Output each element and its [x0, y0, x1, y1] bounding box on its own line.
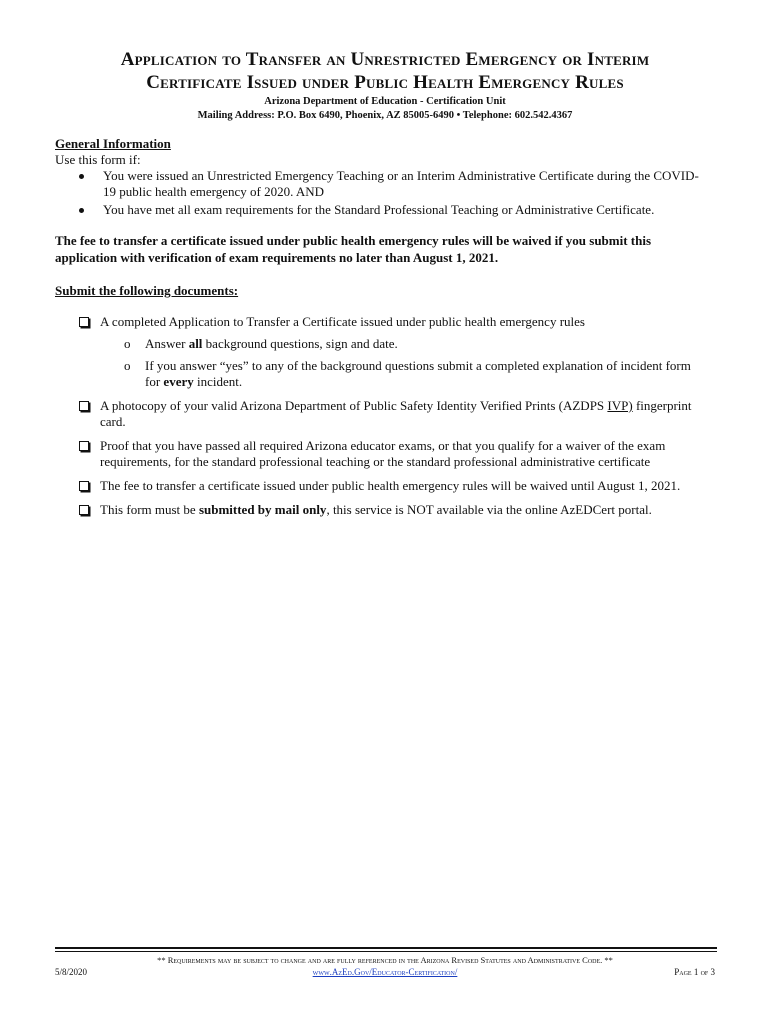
checklist-text-underlined: IVP)	[607, 398, 633, 413]
sub-item-background-questions	[100, 336, 708, 352]
title-line-1: Application to Transfer an Unrestricted Emergency or Interim	[120, 49, 650, 70]
circle-bullet-icon: o	[124, 336, 131, 351]
checklist-text: , this service is NOT available via the online AzEDCert portal.	[326, 502, 652, 517]
checklist-text-exam-proof: Proof that you have passed all required Arizona educator exams, or that you qualify for a waiver of the exam requirements, for the standard professional teaching or the standard professional administrative certificate	[100, 438, 666, 469]
checkbox-icon	[79, 505, 89, 515]
general-information-heading: General Information	[55, 136, 171, 151]
eligibility-text-2: You have met all exam requirements for the Standard Professional Teaching or Administrative Certificate.	[103, 202, 655, 217]
checklist-text: A photocopy of your valid Arizona Department of Public Safety Identity Verified Prints (AZDPS	[100, 398, 608, 413]
footer-divider-thin	[55, 951, 717, 952]
eligibility-text-1: You were issued an Unrestricted Emergency Teaching or an Interim Administrative Certificate during the COVID-19 public health emergency of 2020. AND	[103, 168, 699, 199]
mailing-address-line: Mailing Address: P.O. Box 6490, Phoenix, AZ 85005-6490 • Telephone: 602.542.4367	[197, 110, 573, 121]
checklist-item-application	[77, 314, 708, 390]
circle-bullet-icon: o	[124, 358, 131, 373]
sub-text: Answer	[145, 336, 189, 351]
footer-requirements-note: ** Requirements may be subject to change and are fully referenced in the Arizona Revised Statutes and Administrative Code. **	[157, 955, 613, 965]
checklist-item-fingerprint	[77, 398, 708, 430]
submit-documents-heading: Submit the following documents:	[55, 283, 239, 298]
sub-text: If you answer “yes” to any of the background questions submit a completed explanation of incident form for	[145, 358, 691, 389]
checklist-text-fee: The fee to transfer a certificate issued under public health emergency rules will be waived until August 1, 2021.	[100, 478, 681, 493]
bullet-icon	[79, 174, 84, 179]
list-item	[55, 202, 710, 218]
footer-website-link[interactable]: www.AzEd.Gov/Educator-Certification/	[312, 967, 458, 977]
checkbox-icon	[79, 441, 89, 451]
checklist-item-fee	[77, 478, 708, 494]
documents-checklist	[77, 314, 708, 526]
fee-waiver-note: The fee to transfer a certificate issued under public health emergency rules will be waived if you submit this application with verification of exam requirements no later than August 1, 2021.	[55, 233, 652, 265]
checkbox-icon	[79, 401, 89, 411]
sub-text: incident.	[193, 374, 243, 389]
document-title	[40, 48, 730, 94]
checklist-item-mail-only	[77, 502, 708, 518]
footer-divider	[55, 947, 717, 949]
list-item	[55, 168, 710, 200]
checklist-text-application: A completed Application to Transfer a Certificate issued under public health emergency rules	[100, 314, 585, 329]
checkbox-icon	[79, 317, 89, 327]
title-line-2: Certificate Issued under Public Health Emergency Rules	[146, 72, 624, 93]
checklist-text: This form must be	[100, 502, 199, 517]
sub-text: background questions, sign and date.	[202, 336, 398, 351]
sub-item-incident-explanation	[100, 358, 708, 390]
sub-text-emphasis: all	[188, 336, 203, 351]
general-intro: Use this form if:	[55, 152, 141, 167]
eligibility-list	[55, 168, 710, 220]
footer-date: 5/8/2020	[55, 967, 88, 977]
checklist-text-emphasis: submitted by mail only	[198, 502, 327, 517]
department-line: Arizona Department of Education - Certification Unit	[264, 96, 506, 107]
checklist-item-exam-proof	[77, 438, 708, 470]
checkbox-icon	[79, 481, 89, 491]
bullet-icon	[79, 208, 84, 213]
page-number: Page 1 of 3	[674, 967, 715, 977]
checklist-text: fingerprint card.	[100, 398, 692, 429]
sub-text-emphasis: every	[163, 374, 194, 389]
